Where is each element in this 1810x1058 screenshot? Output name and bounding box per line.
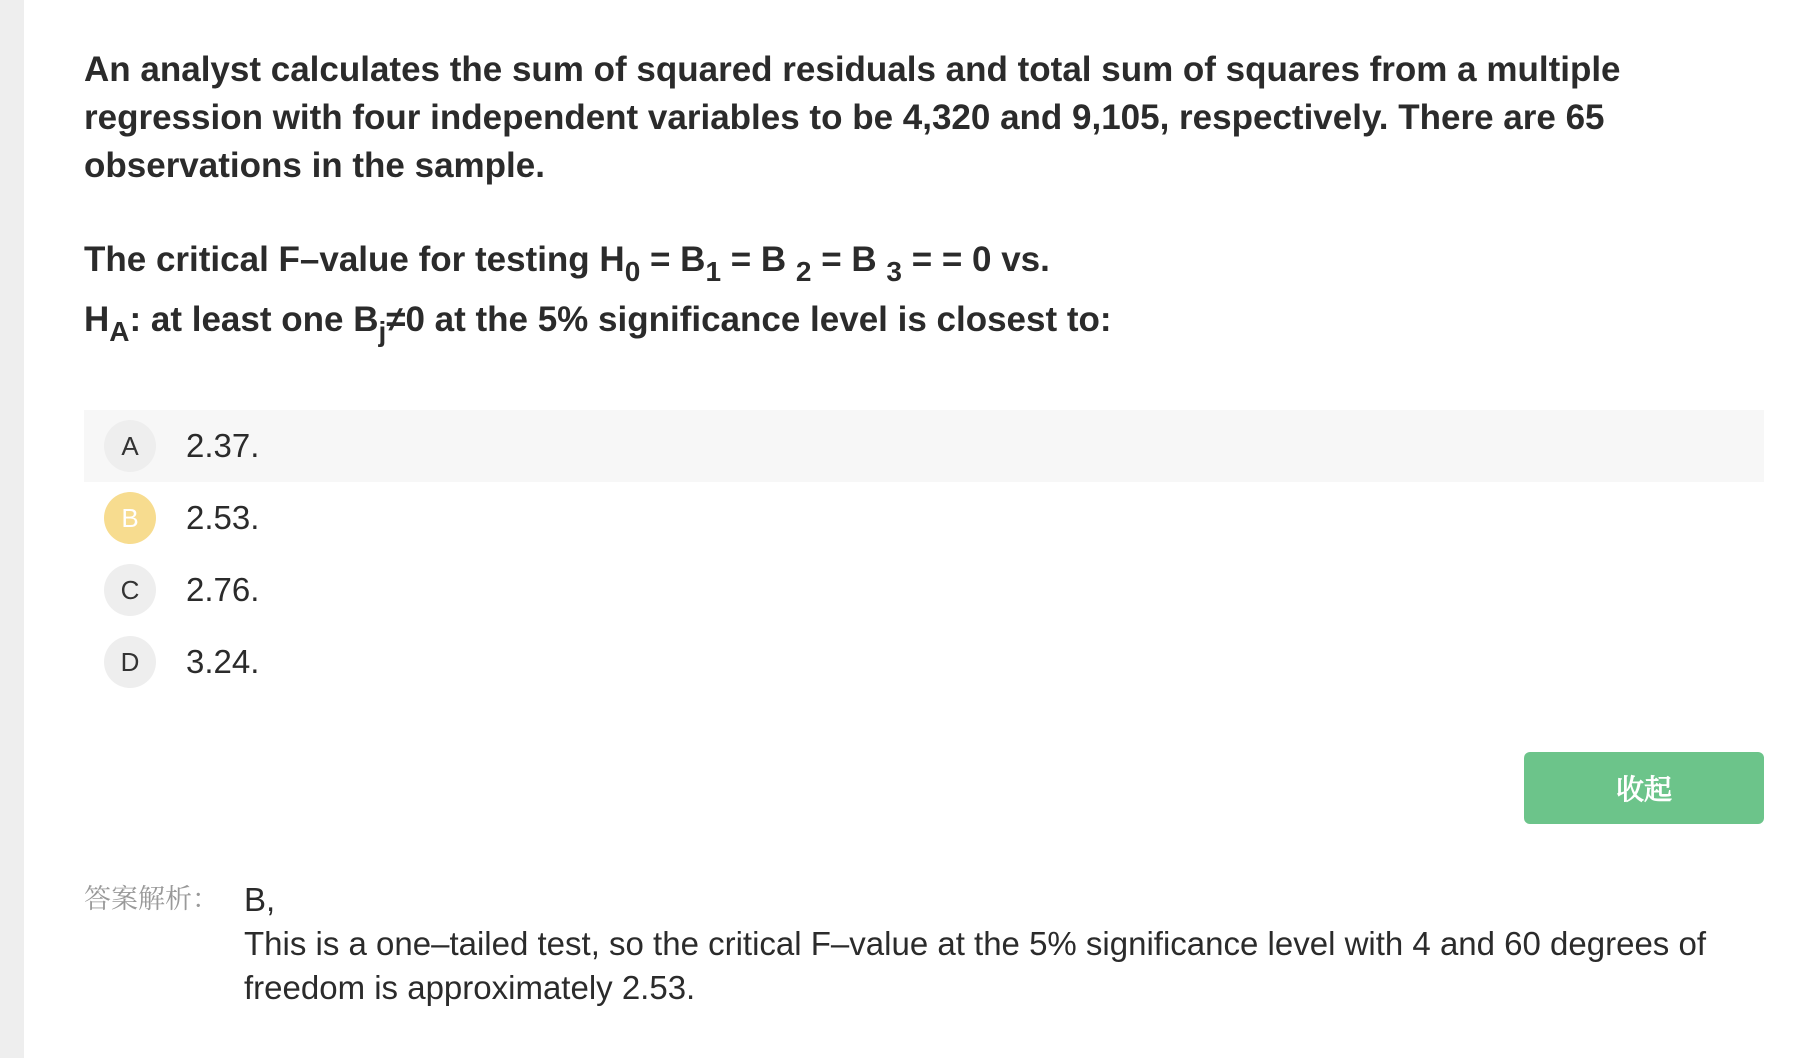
stem-line-1: The critical F–value for testing $H_0 = B_1 = B$ $_2$ = B $_3$ = = 0 vs.	[84, 240, 1050, 287]
option-b-text: 2.53.	[186, 499, 260, 536]
option-d[interactable]	[84, 626, 1764, 698]
collapse-button[interactable]: 收起	[1524, 752, 1764, 824]
option-b-badge[interactable]: B	[104, 492, 156, 544]
option-c-badge[interactable]: C	[104, 564, 156, 616]
question-panel	[84, 0, 1764, 1010]
option-b[interactable]	[84, 482, 1764, 554]
option-d-badge[interactable]: D	[104, 636, 156, 688]
answer-analysis	[84, 878, 1764, 1010]
question-stem	[84, 230, 1764, 350]
analysis-label: 答案解析：	[84, 884, 219, 915]
analysis-body	[244, 878, 1764, 1010]
option-a[interactable]	[84, 410, 1764, 482]
question-text: An analyst calculates the sum of squared residuals and total sum of squares from a multiple regression with four independent variables to be 4,320 and 9,105, respectively. There are 65 observations in the sample.	[84, 50, 1621, 185]
answer-options	[84, 410, 1764, 698]
stem-line-2: $H_A$: at least one $B_j\ne 0$ at the 5% significance level is closest to:	[84, 300, 1112, 347]
option-c-text: 2.76.	[186, 571, 260, 608]
analysis-answer: B,	[244, 881, 276, 918]
option-d-text: 3.24.	[186, 643, 260, 680]
option-a-badge[interactable]: A	[104, 420, 156, 472]
left-rail	[0, 0, 24, 1058]
option-c[interactable]	[84, 554, 1764, 626]
option-a-text: 2.37.	[186, 427, 260, 464]
analysis-explanation: This is a one–tailed test, so the critical F–value at the 5% significance level with 4 and 60 degrees of freedom is approximately 2.53.	[244, 925, 1706, 1006]
button-row	[84, 752, 1764, 824]
